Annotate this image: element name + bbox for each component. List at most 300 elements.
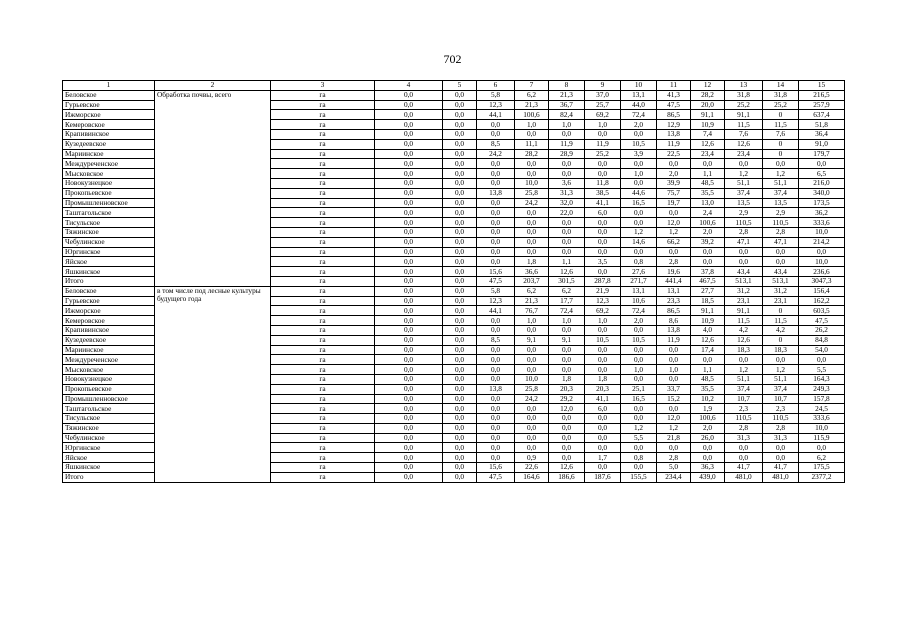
value-cell: 11,8 [585, 178, 621, 188]
value-cell: 0,0 [549, 453, 585, 463]
value-cell: 1,0 [657, 365, 691, 375]
value-cell: 2,3 [763, 404, 799, 414]
value-cell: 25,8 [515, 188, 549, 198]
value-cell: 20,3 [549, 384, 585, 394]
value-cell: 91,0 [799, 139, 845, 149]
value-cell: 2,0 [657, 169, 691, 179]
value-cell: 0,0 [585, 355, 621, 365]
value-cell: 271,7 [621, 276, 657, 286]
district-name: Мысковское [63, 365, 155, 375]
value-cell: 0,0 [621, 355, 657, 365]
value-cell: 0,0 [443, 414, 477, 424]
value-cell: 110,5 [763, 414, 799, 424]
value-cell: 0,0 [549, 433, 585, 443]
value-cell: 1,0 [585, 316, 621, 326]
value-cell: 0,0 [375, 374, 443, 384]
value-cell: 69,2 [585, 306, 621, 316]
unit-cell: га [271, 276, 375, 286]
value-cell: 1,9 [691, 404, 725, 414]
value-cell: 10,7 [763, 394, 799, 404]
value-cell: 1,2 [763, 169, 799, 179]
value-cell: 2,8 [725, 423, 763, 433]
value-cell: 84,8 [799, 335, 845, 345]
value-cell: 41,3 [657, 90, 691, 100]
value-cell: 9,1 [549, 335, 585, 345]
value-cell: 0,0 [549, 169, 585, 179]
unit-cell: га [271, 208, 375, 218]
value-cell: 0,0 [375, 90, 443, 100]
value-cell: 12,3 [585, 296, 621, 306]
value-cell: 31,8 [763, 90, 799, 100]
value-cell: 0,0 [477, 374, 515, 384]
value-cell: 23,4 [691, 149, 725, 159]
value-cell: 0,0 [549, 159, 585, 169]
value-cell: 0,0 [725, 257, 763, 267]
value-cell: 37,4 [763, 188, 799, 198]
value-cell: 0,0 [549, 227, 585, 237]
value-cell: 0,0 [515, 365, 549, 375]
district-name: Ижморское [63, 110, 155, 120]
value-cell: 6,5 [799, 169, 845, 179]
value-cell: 0,0 [725, 443, 763, 453]
value-cell: 0,0 [443, 384, 477, 394]
value-cell: 340,0 [799, 188, 845, 198]
value-cell: 0,0 [443, 227, 477, 237]
value-cell: 100,6 [515, 110, 549, 120]
value-cell: 162,2 [799, 296, 845, 306]
value-cell: 0,0 [763, 453, 799, 463]
value-cell: 91,1 [691, 110, 725, 120]
value-cell: 0,0 [477, 443, 515, 453]
value-cell: 100,6 [691, 414, 725, 424]
district-name: Гурьевское [63, 100, 155, 110]
value-cell: 21,3 [549, 90, 585, 100]
value-cell: 0,0 [443, 365, 477, 375]
value-cell: 47,5 [477, 276, 515, 286]
value-cell: 0,0 [585, 169, 621, 179]
unit-cell: га [271, 404, 375, 414]
value-cell: 17,7 [549, 296, 585, 306]
value-cell: 0,0 [375, 237, 443, 247]
value-cell: 0,0 [657, 404, 691, 414]
value-cell: 21,9 [585, 286, 621, 296]
value-cell: 0,0 [621, 129, 657, 139]
unit-cell: га [271, 345, 375, 355]
value-cell: 0,0 [477, 178, 515, 188]
value-cell: 12,3 [477, 296, 515, 306]
value-cell: 10,7 [725, 394, 763, 404]
value-cell: 22,0 [549, 208, 585, 218]
value-cell: 0,0 [443, 208, 477, 218]
value-cell: 3,6 [549, 178, 585, 188]
value-cell: 23,1 [725, 296, 763, 306]
district-name: Кемеровское [63, 316, 155, 326]
value-cell: 0,0 [621, 208, 657, 218]
value-cell: 1,8 [549, 374, 585, 384]
value-cell: 43,4 [763, 267, 799, 277]
value-cell: 10,9 [691, 316, 725, 326]
value-cell: 13,5 [763, 198, 799, 208]
header-row [63, 81, 845, 91]
value-cell: 21,8 [657, 433, 691, 443]
value-cell: 36,2 [799, 208, 845, 218]
value-cell: 11,5 [763, 120, 799, 130]
value-cell: 51,1 [763, 374, 799, 384]
value-cell: 37,4 [725, 188, 763, 198]
value-cell: 257,9 [799, 100, 845, 110]
table-row [63, 90, 845, 100]
value-cell: 51,1 [763, 178, 799, 188]
value-cell: 0,0 [443, 316, 477, 326]
value-cell: 1,1 [691, 169, 725, 179]
value-cell: 12,0 [657, 218, 691, 228]
value-cell: 0,0 [443, 247, 477, 257]
district-name: Яйское [63, 257, 155, 267]
value-cell: 0,0 [443, 463, 477, 473]
unit-cell: га [271, 198, 375, 208]
value-cell: 0,0 [375, 257, 443, 267]
value-cell: 0,0 [375, 414, 443, 424]
value-cell: 0,0 [443, 423, 477, 433]
value-cell: 0,0 [549, 345, 585, 355]
value-cell: 5,8 [477, 90, 515, 100]
value-cell: 0,0 [799, 443, 845, 453]
value-cell: 0,0 [515, 443, 549, 453]
value-cell: 0,8 [621, 453, 657, 463]
value-cell: 1,0 [515, 120, 549, 130]
value-cell: 0,0 [691, 453, 725, 463]
value-cell: 0,0 [477, 394, 515, 404]
unit-cell: га [271, 120, 375, 130]
value-cell: 0,0 [443, 129, 477, 139]
value-cell: 36,6 [515, 267, 549, 277]
value-cell: 27,6 [621, 267, 657, 277]
value-cell: 48,5 [691, 178, 725, 188]
unit-cell: га [271, 237, 375, 247]
unit-cell: га [271, 414, 375, 424]
value-cell: 29,2 [549, 394, 585, 404]
value-cell: 1,0 [621, 365, 657, 375]
value-cell: 13,1 [657, 286, 691, 296]
value-cell: 513,1 [763, 276, 799, 286]
value-cell: 7,6 [763, 129, 799, 139]
value-cell: 0,0 [477, 365, 515, 375]
value-cell: 0,0 [515, 169, 549, 179]
value-cell: 110,5 [763, 218, 799, 228]
value-cell: 31,3 [763, 433, 799, 443]
value-cell: 0,0 [375, 394, 443, 404]
value-cell: 2377,2 [799, 472, 845, 482]
value-cell: 0,0 [375, 267, 443, 277]
value-cell: 467,5 [691, 276, 725, 286]
value-cell: 0,0 [443, 374, 477, 384]
value-cell: 37,4 [725, 384, 763, 394]
value-cell: 31,3 [725, 433, 763, 443]
column-header: 15 [799, 81, 845, 91]
value-cell: 0,0 [725, 355, 763, 365]
column-header: 10 [621, 81, 657, 91]
unit-cell: га [271, 227, 375, 237]
value-cell: 0,0 [725, 247, 763, 257]
value-cell: 69,2 [585, 110, 621, 120]
value-cell: 10,2 [691, 394, 725, 404]
unit-cell: га [271, 188, 375, 198]
value-cell: 25,1 [621, 384, 657, 394]
value-cell: 0,0 [375, 404, 443, 414]
value-cell: 6,0 [585, 404, 621, 414]
value-cell: 0,0 [375, 247, 443, 257]
district-name: Тяжинское [63, 227, 155, 237]
value-cell: 18,5 [691, 296, 725, 306]
value-cell: 17,4 [691, 345, 725, 355]
value-cell: 164,6 [515, 472, 549, 482]
value-cell: 2,8 [657, 257, 691, 267]
value-cell: 54,0 [799, 345, 845, 355]
unit-cell: га [271, 178, 375, 188]
value-cell: 12,0 [549, 404, 585, 414]
unit-cell: га [271, 443, 375, 453]
column-header: 12 [691, 81, 725, 91]
value-cell: 0,0 [515, 414, 549, 424]
value-cell: 16,5 [621, 394, 657, 404]
value-cell: 0,0 [375, 198, 443, 208]
value-cell: 186,6 [549, 472, 585, 482]
value-cell: 0,0 [585, 237, 621, 247]
value-cell: 0,0 [477, 120, 515, 130]
value-cell: 0,0 [657, 345, 691, 355]
value-cell: 1,1 [691, 365, 725, 375]
value-cell: 0,0 [549, 423, 585, 433]
value-cell: 0,0 [549, 237, 585, 247]
value-cell: 7,4 [691, 129, 725, 139]
unit-cell: га [271, 169, 375, 179]
value-cell: 0,0 [691, 257, 725, 267]
value-cell: 301,5 [549, 276, 585, 286]
value-cell: 44,6 [621, 188, 657, 198]
value-cell: 28,9 [549, 149, 585, 159]
unit-cell: га [271, 159, 375, 169]
district-name: Крапивинское [63, 325, 155, 335]
value-cell: 0,0 [375, 365, 443, 375]
value-cell: 0,0 [443, 100, 477, 110]
value-cell: 0,0 [763, 159, 799, 169]
value-cell: 1,1 [549, 257, 585, 267]
value-cell: 5,5 [799, 365, 845, 375]
unit-cell: га [271, 296, 375, 306]
value-cell: 0,0 [657, 374, 691, 384]
value-cell: 0,0 [477, 355, 515, 365]
value-cell: 0,0 [585, 365, 621, 375]
value-cell: 0,0 [621, 463, 657, 473]
value-cell: 4,2 [763, 325, 799, 335]
value-cell: 9,1 [515, 335, 549, 345]
value-cell: 20,3 [585, 384, 621, 394]
value-cell: 603,5 [799, 306, 845, 316]
value-cell: 28,2 [515, 149, 549, 159]
value-cell: 0,0 [375, 110, 443, 120]
unit-cell: га [271, 129, 375, 139]
value-cell: 0,0 [375, 208, 443, 218]
value-cell: 1,0 [549, 120, 585, 130]
value-cell: 0,0 [477, 169, 515, 179]
value-cell: 0,0 [515, 159, 549, 169]
value-cell: 0,0 [477, 159, 515, 169]
unit-cell: га [271, 286, 375, 296]
unit-cell: га [271, 433, 375, 443]
value-cell: 0,0 [585, 423, 621, 433]
value-cell: 0,0 [691, 159, 725, 169]
value-cell: 12,6 [691, 335, 725, 345]
value-cell: 0,0 [375, 325, 443, 335]
value-cell: 22,6 [515, 463, 549, 473]
value-cell: 0,0 [621, 325, 657, 335]
value-cell: 41,1 [585, 198, 621, 208]
value-cell: 51,8 [799, 120, 845, 130]
value-cell: 23,4 [725, 149, 763, 159]
value-cell: 0,0 [585, 267, 621, 277]
value-cell: 0,0 [585, 247, 621, 257]
value-cell: 0,0 [443, 335, 477, 345]
value-cell: 0,0 [549, 325, 585, 335]
value-cell: 11,9 [657, 139, 691, 149]
value-cell: 10,5 [621, 139, 657, 149]
value-cell: 5,0 [657, 463, 691, 473]
value-cell: 0,0 [549, 414, 585, 424]
district-name: Итого [63, 472, 155, 482]
district-name: Тяжинское [63, 423, 155, 433]
value-cell: 1,0 [515, 316, 549, 326]
value-cell: 12,6 [549, 267, 585, 277]
value-cell: 0,0 [621, 178, 657, 188]
value-cell: 0,0 [477, 129, 515, 139]
value-cell: 0,0 [443, 90, 477, 100]
value-cell: 1,0 [621, 169, 657, 179]
value-cell: 1,2 [763, 365, 799, 375]
value-cell: 0,0 [375, 306, 443, 316]
value-cell: 0,0 [515, 237, 549, 247]
column-header: 3 [271, 81, 375, 91]
value-cell: 0,0 [621, 247, 657, 257]
value-cell: 1,2 [725, 365, 763, 375]
value-cell: 0,0 [515, 129, 549, 139]
value-cell: 25,2 [763, 100, 799, 110]
value-cell: 0,0 [375, 472, 443, 482]
value-cell: 76,7 [515, 306, 549, 316]
value-cell: 0,0 [515, 227, 549, 237]
unit-cell: га [271, 453, 375, 463]
value-cell: 0,0 [443, 306, 477, 316]
district-name: Междуреченское [63, 159, 155, 169]
value-cell: 2,8 [725, 227, 763, 237]
value-cell: 0,0 [691, 355, 725, 365]
value-cell: 2,3 [725, 404, 763, 414]
column-header: 4 [375, 81, 443, 91]
district-name: Таштагольское [63, 404, 155, 414]
value-cell: 0,0 [375, 120, 443, 130]
value-cell: 0,0 [443, 120, 477, 130]
unit-cell: га [271, 394, 375, 404]
value-cell: 0,0 [375, 100, 443, 110]
value-cell: 249,3 [799, 384, 845, 394]
value-cell: 0,0 [515, 325, 549, 335]
value-cell: 0,0 [375, 433, 443, 443]
value-cell: 0,0 [549, 129, 585, 139]
value-cell: 6,2 [799, 453, 845, 463]
value-cell: 16,5 [621, 198, 657, 208]
value-cell: 0,0 [443, 433, 477, 443]
value-cell: 0,0 [375, 345, 443, 355]
value-cell: 1,2 [621, 423, 657, 433]
district-name: Кузедеевское [63, 139, 155, 149]
unit-cell: га [271, 335, 375, 345]
page-number: 702 [443, 52, 462, 66]
unit-cell: га [271, 100, 375, 110]
value-cell: 0,0 [477, 414, 515, 424]
value-cell: 10,5 [621, 335, 657, 345]
value-cell: 0,0 [443, 198, 477, 208]
value-cell: 26,2 [799, 325, 845, 335]
value-cell: 216,0 [799, 178, 845, 188]
value-cell: 13,8 [657, 325, 691, 335]
value-cell: 11,9 [549, 139, 585, 149]
value-cell: 0,0 [443, 139, 477, 149]
value-cell: 0,0 [691, 443, 725, 453]
district-name: Тисульское [63, 414, 155, 424]
work-type: Обработка почвы, всего [155, 90, 271, 286]
value-cell: 32,0 [549, 198, 585, 208]
value-cell: 25,8 [515, 384, 549, 394]
value-cell: 44,0 [621, 100, 657, 110]
value-cell: 439,0 [691, 472, 725, 482]
district-name: Беловское [63, 90, 155, 100]
value-cell: 236,6 [799, 267, 845, 277]
unit-cell: га [271, 257, 375, 267]
district-name: Прокопьевское [63, 188, 155, 198]
value-cell: 18,3 [725, 345, 763, 355]
value-cell: 13,5 [725, 198, 763, 208]
value-cell: 0,0 [621, 404, 657, 414]
value-cell: 12,6 [725, 335, 763, 345]
value-cell: 0,9 [515, 453, 549, 463]
value-cell: 4,0 [691, 325, 725, 335]
column-header: 14 [763, 81, 799, 91]
value-cell: 11,1 [515, 139, 549, 149]
value-cell: 10,0 [799, 423, 845, 433]
value-cell: 0,0 [585, 129, 621, 139]
value-cell: 13,1 [621, 286, 657, 296]
value-cell: 25,2 [585, 149, 621, 159]
value-cell: 24,2 [515, 394, 549, 404]
value-cell: 6,2 [549, 286, 585, 296]
value-cell: 0,0 [443, 237, 477, 247]
district-name: Беловское [63, 286, 155, 296]
value-cell: 0 [763, 306, 799, 316]
value-cell: 41,1 [585, 394, 621, 404]
value-cell: 36,4 [799, 129, 845, 139]
value-cell: 11,5 [763, 316, 799, 326]
value-cell: 35,5 [691, 188, 725, 198]
district-name: Мариинское [63, 345, 155, 355]
value-cell: 1,2 [725, 169, 763, 179]
value-cell: 0,0 [477, 325, 515, 335]
value-cell: 513,1 [725, 276, 763, 286]
value-cell: 0,0 [477, 433, 515, 443]
value-cell: 0,0 [375, 218, 443, 228]
value-cell: 1,2 [657, 423, 691, 433]
district-name: Междуреченское [63, 355, 155, 365]
value-cell: 48,5 [691, 374, 725, 384]
value-cell: 0,0 [477, 198, 515, 208]
